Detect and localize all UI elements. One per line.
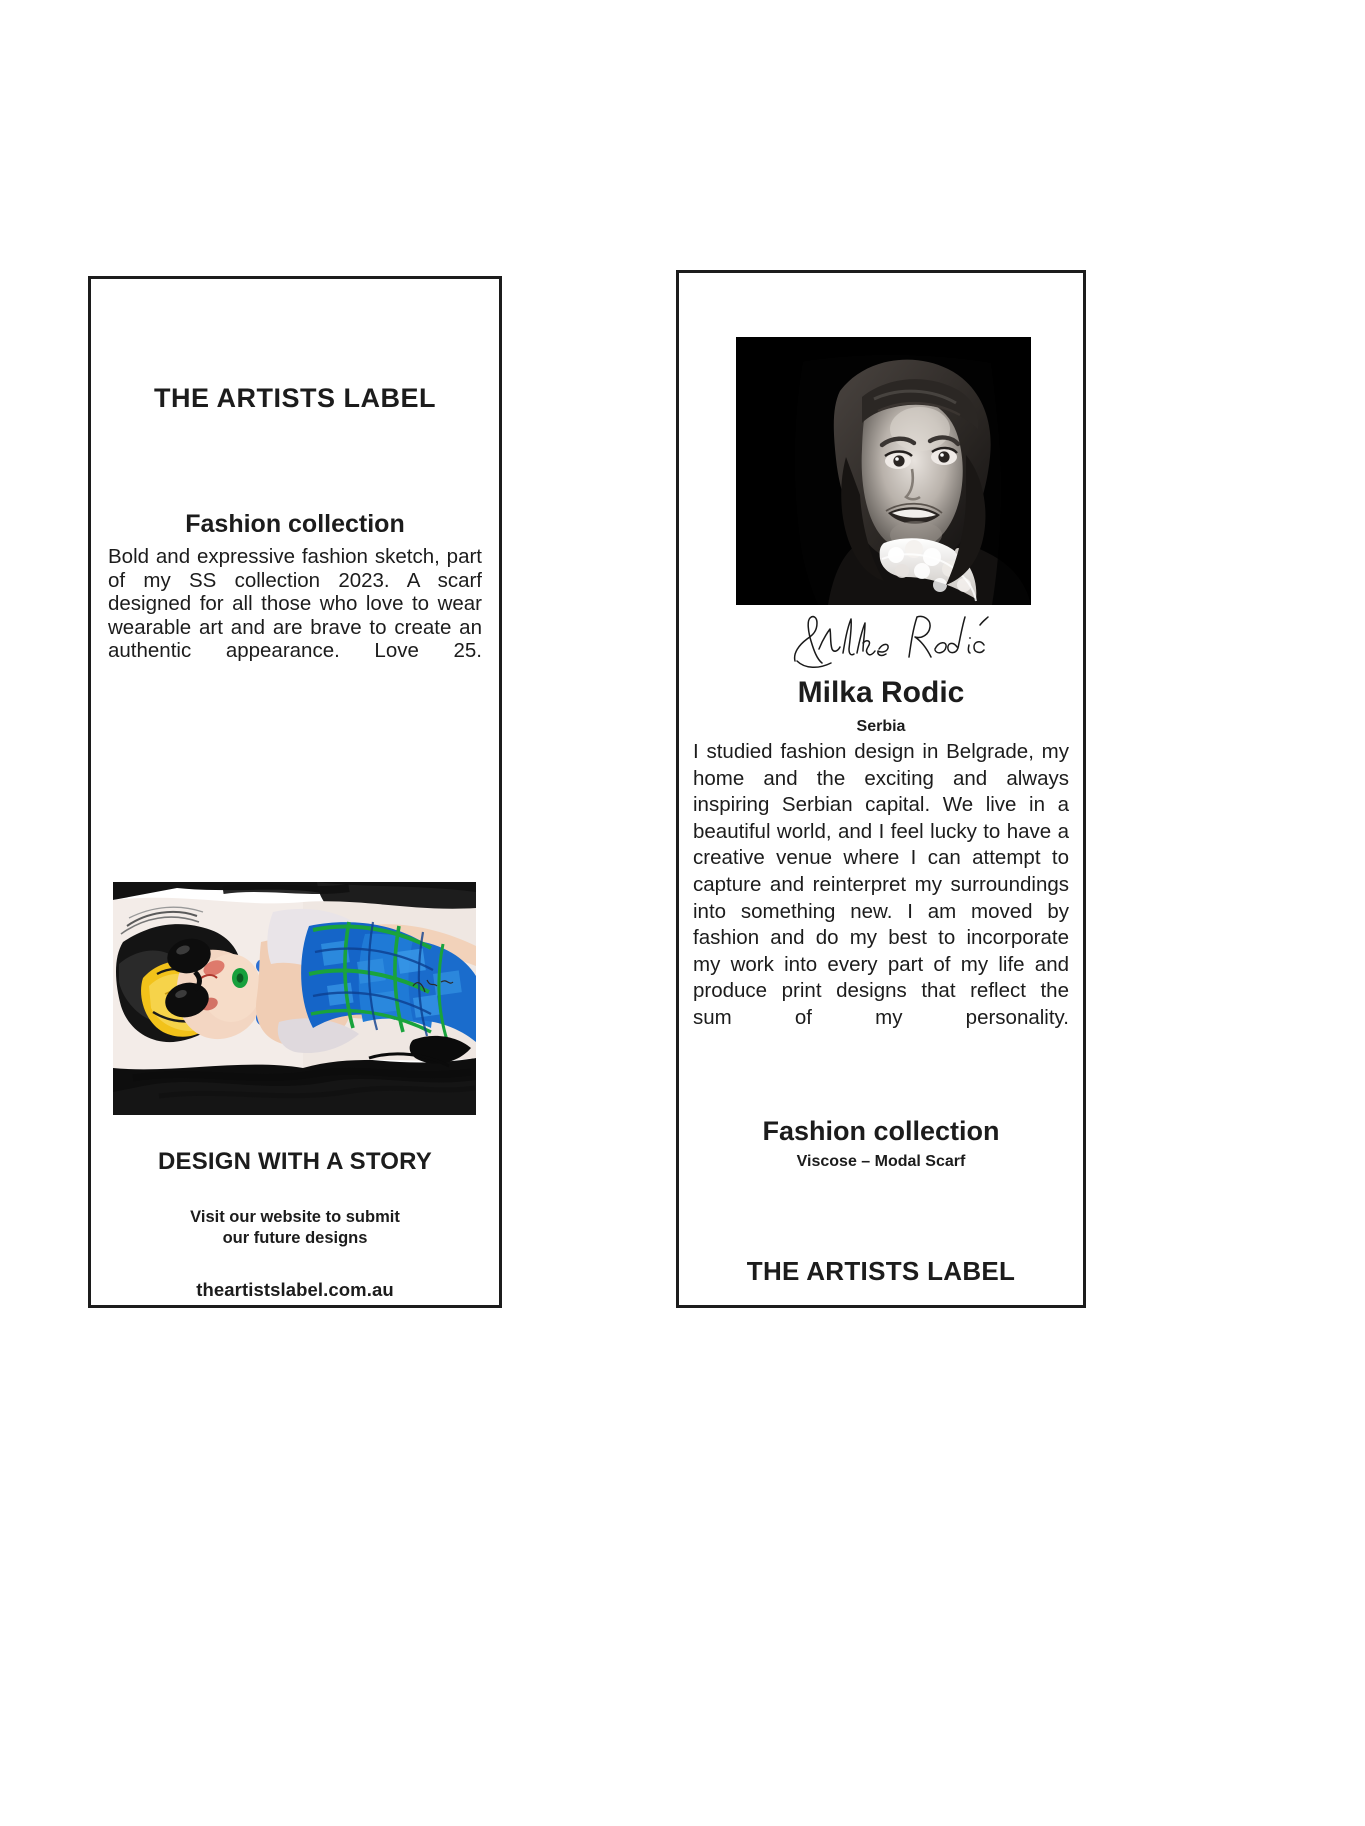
right-swing-tag-card bbox=[676, 270, 1086, 1308]
artist-country: Serbia bbox=[856, 718, 906, 735]
artist-portrait-photo bbox=[736, 337, 1031, 605]
fashion-sketch-svg bbox=[113, 882, 476, 1115]
artist-name: Milka Rodic bbox=[797, 676, 965, 709]
call-to-action-line-1: Visit our website to submit bbox=[190, 1208, 400, 1226]
call-to-action bbox=[91, 1207, 499, 1249]
artist-bio: I studied fashion design in Belgrade, my home and the exciting and always inspiring Serbian capital. We live in a beautiful world, and I feel lucky to have a creative venue where I can attempt to capture and reinterpret my surroundings into something new. I am moved by fashion and do my best to incorporate my work into every part of my life and produce print designs that reflect the sum of my personality. bbox=[693, 740, 1069, 1029]
left-swing-tag-card bbox=[88, 276, 502, 1308]
product-blurb: Bold and expressive fashion sketch, part of my SS collection 2023. A scarf designed for all those who love to wear wearable art and are brave to create an authentic appearance. Love 25. bbox=[108, 545, 482, 662]
collection-heading: Fashion collection bbox=[185, 510, 405, 538]
website-url[interactable]: theartistslabel.com.au bbox=[196, 1279, 394, 1300]
footer-material-label: Viscose – Modal Scarf bbox=[796, 1153, 966, 1170]
artist-portrait-svg bbox=[736, 337, 1031, 605]
fashion-sketch-illustration bbox=[113, 882, 476, 1115]
footer-brand-title: THE ARTISTS LABEL bbox=[746, 1256, 1016, 1286]
artist-signature-svg bbox=[789, 609, 989, 671]
artist-signature bbox=[789, 609, 989, 671]
call-to-action-line-2: our future designs bbox=[222, 1229, 368, 1247]
tagline: DESIGN WITH A STORY bbox=[157, 1148, 433, 1175]
brand-title: THE ARTISTS LABEL bbox=[154, 383, 436, 413]
footer-collection-heading: Fashion collection bbox=[762, 1116, 1000, 1146]
